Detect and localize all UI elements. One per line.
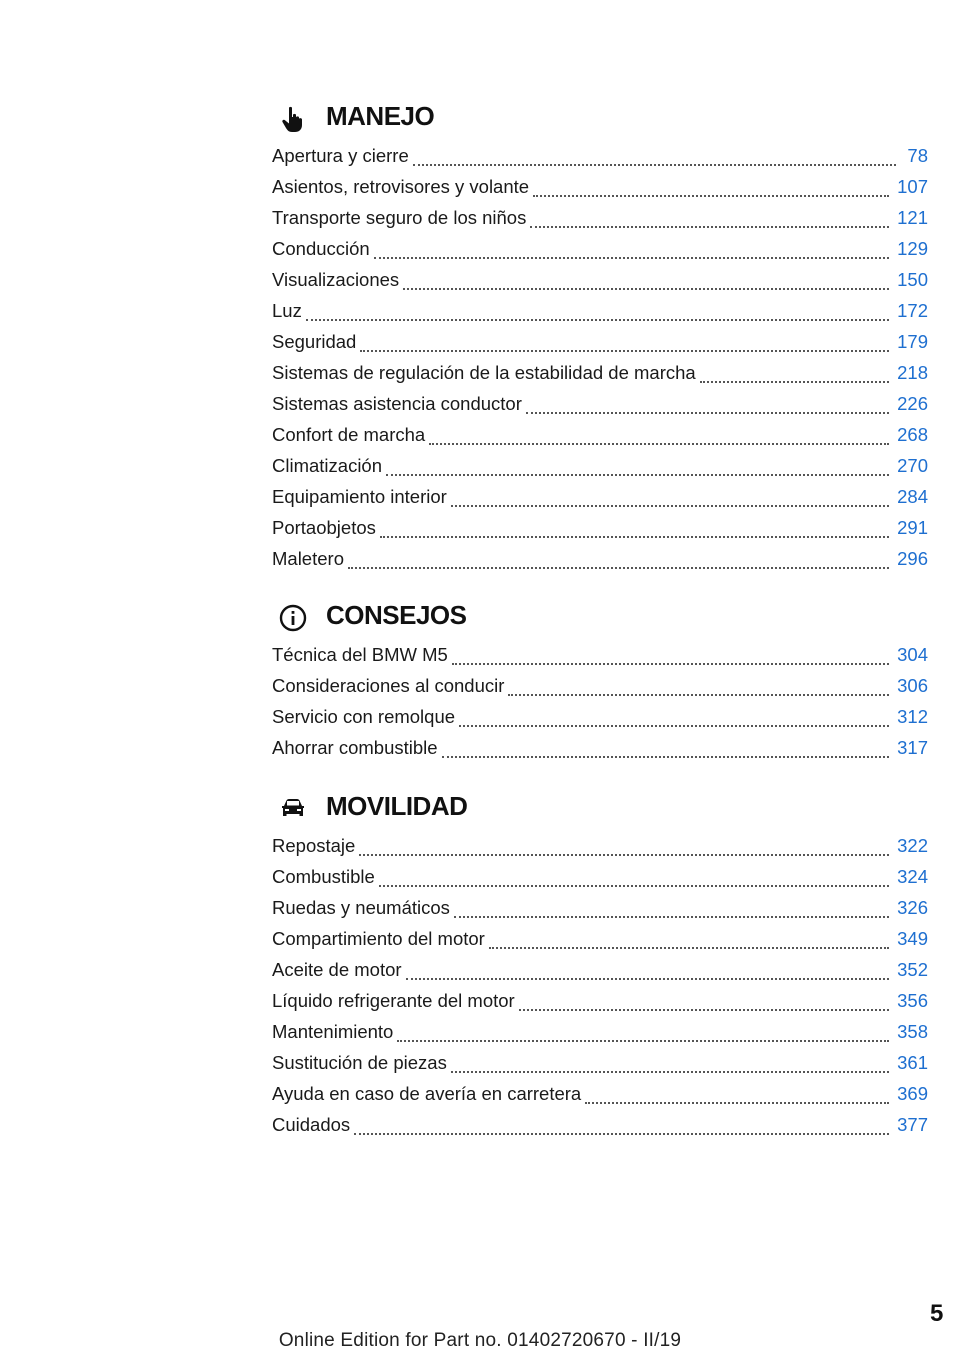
toc-entry-page-link[interactable]: 121 [897,207,928,228]
dot-leader [530,212,889,228]
toc-entry-page-link[interactable]: 352 [897,959,928,980]
toc-entry-label: Climatización [272,455,383,476]
toc-entry[interactable] [272,171,928,202]
toc-entry[interactable] [272,264,928,295]
toc-entry[interactable] [272,670,928,701]
toc-entry[interactable] [272,732,928,763]
toc-entry-page-link[interactable]: 377 [897,1114,928,1135]
dot-leader [451,491,889,507]
toc-entry-label: Ruedas y neumáticos [272,897,450,918]
toc-entry-page-link[interactable]: 349 [897,928,928,949]
info-circle-icon [278,603,308,633]
toc-entry-label: Ahorrar combustible [272,737,438,758]
toc-entry-label: Transporte seguro de los niños [272,207,527,228]
section-entries [272,140,928,574]
toc-entry-label: Sistemas de regulación de la estabilidad de marcha [272,362,696,383]
toc-entry[interactable] [272,419,928,450]
toc-entry[interactable] [272,295,928,326]
dot-leader [360,336,889,352]
toc-entry[interactable] [272,140,928,171]
toc-entry-label: Consideraciones al conducir [272,675,505,696]
dot-leader [508,680,889,696]
car-front-icon [278,794,308,824]
toc-entry-label: Sustitución de piezas [272,1052,447,1073]
toc-entry[interactable] [272,861,928,892]
dot-leader [489,933,889,949]
toc-entry-page-link[interactable]: 270 [897,455,928,476]
dot-leader [442,742,890,758]
dot-leader [451,1057,889,1073]
dot-leader [403,274,889,290]
toc-entry-label: Combustible [272,866,375,887]
dot-leader [452,649,889,665]
dot-leader [374,243,889,259]
toc-entry[interactable] [272,233,928,264]
hand-pointer-icon [278,104,308,134]
toc-entry-label: Líquido refrigerante del motor [272,990,515,1011]
section-title: MANEJO [326,101,435,131]
toc-entry-page-link[interactable]: 150 [897,269,928,290]
toc-entry-label: Seguridad [272,331,357,352]
toc-entry[interactable] [272,512,928,543]
section-header [272,790,928,830]
toc-entry-page-link[interactable]: 317 [897,737,928,758]
dot-leader [459,711,889,727]
section-movilidad [272,790,928,1140]
section-entries [272,639,928,763]
toc-entry-page-link[interactable]: 324 [897,866,928,887]
section-consejos [272,599,928,763]
dot-leader [429,429,889,445]
section-entries [272,830,928,1140]
dot-leader [519,995,889,1011]
dot-leader [359,840,889,856]
toc-entry-page-link[interactable]: 304 [897,644,928,665]
toc-entry-page-link[interactable]: 361 [897,1052,928,1073]
dot-leader [306,305,889,321]
dot-leader [526,398,889,414]
toc-entry-label: Conducción [272,238,370,259]
dot-leader [413,150,896,166]
toc-entry-label: Cuidados [272,1114,351,1135]
toc-entry-page-link[interactable]: 172 [897,300,928,321]
dot-leader [406,964,890,980]
toc-entry[interactable] [272,1078,928,1109]
toc-entry-page-link[interactable]: 218 [897,362,928,383]
dot-leader [380,522,889,538]
toc-entry-page-link[interactable]: 78 [907,145,928,166]
dot-leader [700,367,889,383]
toc-entry-page-link[interactable]: 322 [897,835,928,856]
toc-entry-page-link[interactable]: 369 [897,1083,928,1104]
toc-entry[interactable] [272,202,928,233]
section-title: MOVILIDAD [326,791,468,821]
toc-entry-page-link[interactable]: 306 [897,675,928,696]
dot-leader [386,460,889,476]
toc-entry[interactable] [272,639,928,670]
toc-entry[interactable] [272,450,928,481]
toc-entry-page-link[interactable]: 129 [897,238,928,259]
toc-entry[interactable] [272,357,928,388]
toc-entry-page-link[interactable]: 291 [897,517,928,538]
toc-entry-label: Asientos, retrovisores y volante [272,176,530,197]
toc-entry[interactable] [272,954,928,985]
toc-entry-page-link[interactable]: 179 [897,331,928,352]
toc-entry-label: Equipamiento interior [272,486,447,507]
toc-entry[interactable] [272,892,928,923]
toc-entry[interactable] [272,923,928,954]
toc-entry-label: Técnica del BMW M5 [272,644,448,665]
dot-leader [379,871,889,887]
toc-entry[interactable] [272,481,928,512]
dot-leader [354,1119,889,1135]
toc-entry[interactable] [272,1109,928,1140]
dot-leader [585,1088,889,1104]
toc-entry[interactable] [272,543,928,574]
dot-leader [533,181,889,197]
toc-entry[interactable] [272,1016,928,1047]
section-title: CONSEJOS [326,600,467,630]
toc-entry-page-link[interactable]: 226 [897,393,928,414]
section-header [272,599,928,639]
toc-entry-label: Sistemas asistencia conductor [272,393,522,414]
toc-entry-label: Luz [272,300,302,321]
toc-entry-page-link[interactable]: 358 [897,1021,928,1042]
toc-entry-label: Mantenimiento [272,1021,394,1042]
footer-edition-note: Online Edition for Part no. 01402720670 - II/19 [278,1330,682,1351]
toc-entry[interactable] [272,326,928,357]
toc-entry[interactable] [272,388,928,419]
toc-entry-label: Aceite de motor [272,959,402,980]
toc-entry-page-link[interactable]: 326 [897,897,928,918]
toc-entry-label: Compartimiento del motor [272,928,485,949]
toc-entry-page-link[interactable]: 312 [897,706,928,727]
section-header [272,100,928,140]
toc-entry-label: Maletero [272,548,344,569]
dot-leader [454,902,889,918]
toc-entry-page-link[interactable]: 284 [897,486,928,507]
toc-entry-label: Servicio con remolque [272,706,456,727]
toc-entry-page-link[interactable]: 107 [897,176,928,197]
toc-entry[interactable] [272,1047,928,1078]
section-manejo [272,100,928,574]
toc-entry-label: Apertura y cierre [272,145,409,166]
toc-entry-label: Repostaje [272,835,356,856]
toc-entry-label: Confort de marcha [272,424,426,445]
page-number: 5 [930,1300,944,1327]
dot-leader [397,1026,889,1042]
toc-entry-page-link[interactable]: 268 [897,424,928,445]
toc-entry-label: Ayuda en caso de avería en carretera [272,1083,582,1104]
dot-leader [348,553,889,569]
toc-entry[interactable] [272,830,928,861]
toc-entry-page-link[interactable]: 296 [897,548,928,569]
toc-entry[interactable] [272,701,928,732]
toc-entry-label: Portaobjetos [272,517,376,538]
toc-entry[interactable] [272,985,928,1016]
toc-entry-page-link[interactable]: 356 [897,990,928,1011]
toc-entry-label: Visualizaciones [272,269,400,290]
